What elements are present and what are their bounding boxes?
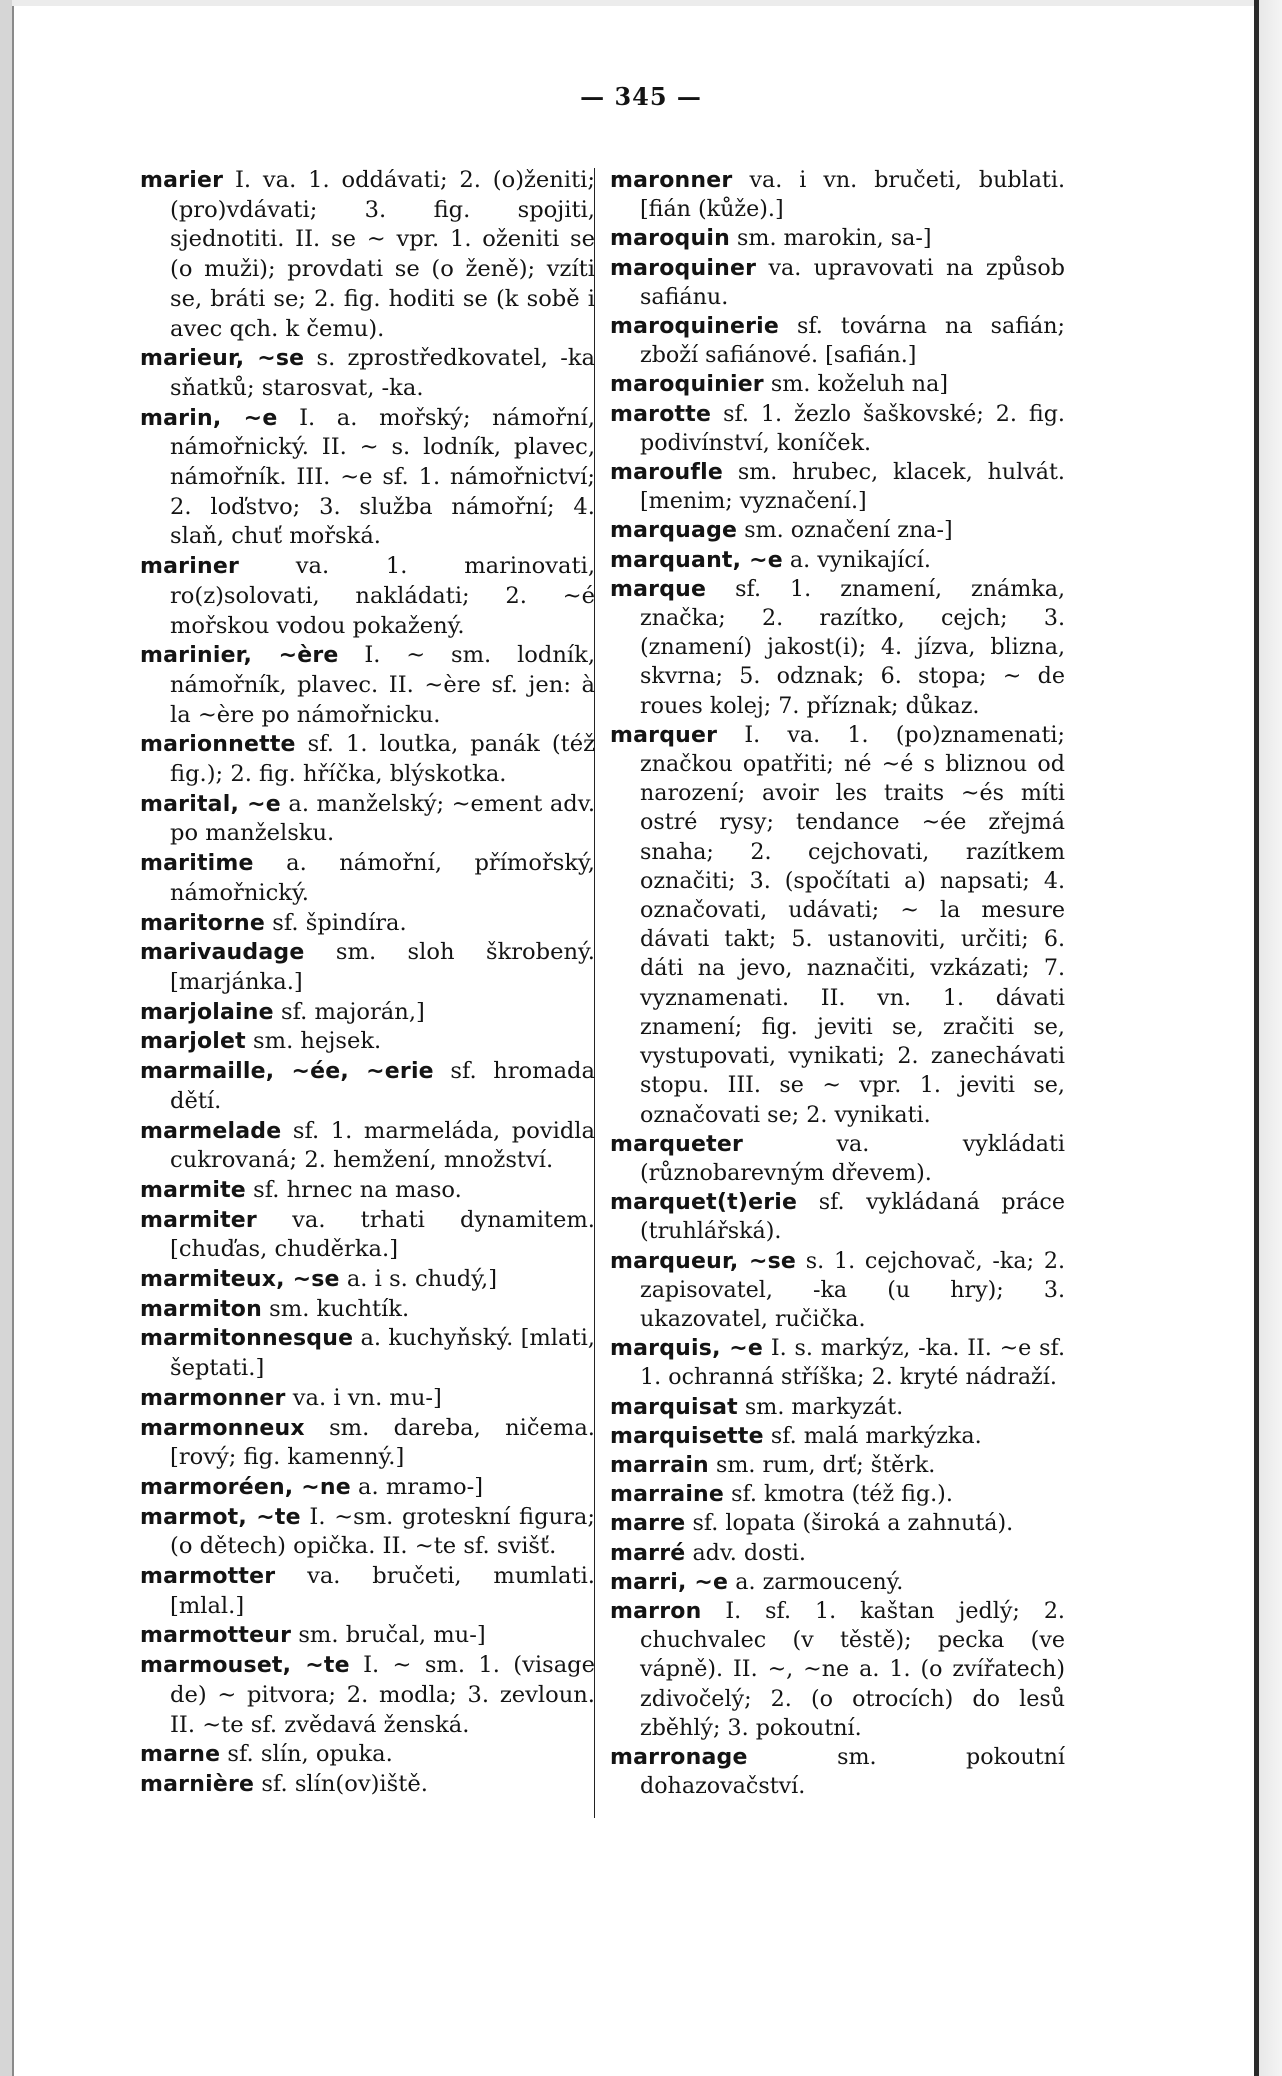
entry-definition: s. zprostředkovatel, -ka sňatků; starosvat, -ka. — [170, 345, 596, 401]
entry-definition: I. ~ sm. lodník, námořník, plavec. II. ~ère sf. jen: à la ~ère po námořnicku. — [170, 642, 596, 728]
entry-definition: I. s. markýz, -ka. II. ~e sf. 1. ochranná stříška; 2. kryté nádraží. — [640, 1335, 1065, 1391]
entry-definition: va. i vn. mu-] — [292, 1384, 442, 1411]
entry-headword: marri, ~e — [610, 1569, 729, 1595]
entry-definition: sm. dareba, ničema. [rový; fig. kamenný.] — [170, 1414, 595, 1471]
dictionary-entry — [140, 1117, 595, 1176]
entry-headword: maroquin — [610, 226, 730, 252]
dictionary-entry — [610, 166, 1065, 224]
entry-headword: marrain — [610, 1452, 709, 1478]
entry-headword: marinier, ~ère — [140, 643, 339, 669]
entry-headword: maroquiner — [610, 255, 757, 281]
entry-headword: marmotter — [140, 1564, 276, 1590]
dictionary-entry — [610, 224, 1065, 253]
entry-headword: marronage — [610, 1744, 748, 1770]
entry-headword: marivaudage — [140, 940, 305, 966]
entry-definition: adv. dosti. — [692, 1539, 806, 1566]
entry-definition: sf. majorán,] — [280, 998, 425, 1025]
entry-definition: sf. kmotra (též fig.). — [731, 1481, 953, 1508]
entry-headword: marmite — [140, 1177, 246, 1203]
dictionary-entry — [610, 1539, 1065, 1568]
entry-headword: marmonneux — [140, 1415, 305, 1441]
dictionary-entry — [610, 1130, 1065, 1188]
entry-headword: marne — [140, 1742, 221, 1768]
dictionary-entry — [140, 344, 595, 403]
dictionary-entry — [610, 312, 1065, 370]
entry-headword: marmelade — [140, 1118, 282, 1144]
entry-definition: sm. bručal, mu-] — [298, 1622, 486, 1649]
dictionary-entry — [610, 1188, 1065, 1246]
entry-headword: maroquinier — [610, 372, 764, 398]
dictionary-entry — [140, 404, 595, 553]
entry-definition: I. va. 1. oddávati; 2. (o)ženiti; (pro)vdávati; 3. fig. spojiti, sjednotiti. II. se ~ vpr. 1. oženiti se (o muži); provdati se (o ženě); vzíti se, bráti se; 2. fig. hoditi se (k sobě i avec qch. k čemu). — [170, 167, 595, 342]
entry-headword: maroufle — [610, 460, 724, 486]
dictionary-entry — [610, 516, 1065, 545]
entry-definition: sm. označení zna-] — [744, 517, 953, 544]
entry-headword: marquet(t)erie — [610, 1190, 798, 1216]
dictionary-entry — [610, 1480, 1065, 1509]
entry-definition: a. vynikající. — [789, 546, 931, 573]
entry-definition: sf. slín(ov)iště. — [261, 1770, 428, 1797]
entry-definition: sf. lopata (široká a zahnutá). — [692, 1510, 1014, 1537]
dictionary-entry — [610, 1393, 1065, 1422]
right-column — [610, 166, 1065, 1801]
dictionary-entry — [610, 1451, 1065, 1480]
entry-definition: sm. koželuh na] — [770, 371, 948, 398]
dictionary-entry — [140, 909, 595, 939]
entry-definition: sf. hrnec na maso. — [253, 1176, 462, 1203]
dictionary-entry — [610, 458, 1065, 516]
dictionary-entry — [140, 1206, 595, 1265]
entry-headword: marotte — [610, 401, 712, 427]
dictionary-entry — [140, 1473, 595, 1503]
entry-headword: marre — [610, 1511, 686, 1537]
entry-definition: sm. pokoutní dohazovačství. — [640, 1743, 1065, 1800]
left-column — [140, 166, 595, 1800]
dictionary-entry — [140, 552, 595, 641]
entry-definition: a. manželský; ~ement adv. po manželsku. — [170, 790, 596, 847]
entry-headword: marraine — [610, 1482, 725, 1508]
entry-definition: I. ~sm. groteskní figura; (o dětech) opička. II. ~te sf. svišť. — [170, 1503, 595, 1560]
entry-definition: va. trhati dynamitem. [chuďas, chuděrka.] — [170, 1206, 595, 1263]
dictionary-entry — [140, 790, 595, 849]
dictionary-entry — [610, 1509, 1065, 1538]
entry-definition: sf. továrna na safián; zboží safiánové. [safián.] — [640, 313, 1065, 369]
entry-headword: marionnette — [140, 732, 296, 758]
dictionary-entry — [610, 1597, 1065, 1743]
entry-definition: sf. 1. loutka, panák (též fig.); 2. fig. hříčka, blýskotka. — [170, 731, 596, 788]
dictionary-entry — [140, 641, 595, 730]
entry-headword: marmiter — [140, 1207, 257, 1233]
entry-headword: marjolaine — [140, 999, 274, 1025]
entry-headword: marmouset, ~te — [140, 1653, 350, 1679]
entry-definition: va. upravovati na způsob safiánu. — [640, 254, 1065, 310]
entry-headword: marqueter — [610, 1131, 744, 1157]
dictionary-entry — [610, 254, 1065, 312]
entry-headword: marquisat — [610, 1394, 738, 1420]
entry-headword: marquage — [610, 518, 738, 544]
dictionary-entry — [140, 1176, 595, 1206]
entry-headword: marmot, ~te — [140, 1504, 301, 1530]
entry-headword: marmaille, ~ée, ~erie — [140, 1059, 434, 1085]
page-top-edge — [12, 0, 1254, 6]
dictionary-entry — [140, 730, 595, 789]
dictionary-entry — [140, 1651, 595, 1740]
entry-definition: sf. špindíra. — [272, 909, 407, 936]
dictionary-entry — [140, 1414, 595, 1473]
entry-definition: a. zarmoucený. — [735, 1568, 904, 1595]
dictionary-entry — [610, 546, 1065, 575]
entry-definition: va. vykládati (různobarevným dřevem). — [640, 1130, 1065, 1186]
entry-headword: maroquinerie — [610, 314, 779, 340]
entry-headword: marmoréen, ~ne — [140, 1474, 351, 1500]
dictionary-entry — [610, 400, 1065, 458]
entry-headword: marquant, ~e — [610, 547, 783, 573]
entry-definition: sm. hejsek. — [253, 1028, 382, 1055]
entry-headword: marjolet — [140, 1029, 246, 1055]
entry-headword: marin, ~e — [140, 405, 278, 431]
entry-headword: marque — [610, 576, 707, 602]
entry-headword: marmitonnesque — [140, 1326, 354, 1352]
dictionary-entry — [610, 721, 1065, 1130]
entry-headword: marmiton — [140, 1296, 262, 1322]
entry-definition: sf. slín, opuka. — [227, 1741, 393, 1768]
entry-definition: sf. hromada dětí. — [170, 1058, 595, 1114]
entry-definition: va. i vn. bručeti, bublati. [fián (kůže).] — [640, 167, 1065, 223]
entry-definition: I. ~ sm. 1. (visage de) ~ pitvora; 2. modla; 3. zevloun. II. ~te sf. zvědavá ženská. — [170, 1652, 595, 1738]
dictionary-entry — [140, 1295, 595, 1325]
dictionary-entry — [140, 1770, 595, 1800]
entry-definition: sm. rum, drť; štěrk. — [715, 1451, 936, 1478]
dictionary-entry — [610, 1743, 1065, 1801]
entry-definition: sm. hrubec, klacek, hulvát. [menim; vyznačení.] — [640, 459, 1065, 515]
entry-definition: sm. kuchtík. — [269, 1295, 410, 1322]
entry-headword: marnière — [140, 1771, 255, 1797]
entry-definition: va. 1. marinovati, ro(z)solovati, nakládati; 2. ~é mořskou vodou pokažený. — [170, 553, 595, 639]
dictionary-entry — [610, 1568, 1065, 1597]
dictionary-entry — [610, 1422, 1065, 1451]
entry-definition: va. bručeti, mumlati. [mlal.] — [170, 1563, 595, 1619]
entry-definition: sm. sloh škrobený. [marjánka.] — [170, 939, 595, 995]
entry-definition: a. námořní, přímořský, námořnický. — [170, 850, 595, 906]
entry-headword: maritorne — [140, 910, 266, 936]
entry-definition: sm. marokin, sa-] — [737, 225, 932, 252]
dictionary-entry — [140, 1265, 595, 1295]
dictionary-entry — [140, 166, 595, 344]
entry-headword: marqueur, ~se — [610, 1248, 797, 1274]
dictionary-entry — [140, 938, 595, 997]
entry-headword: marquer — [610, 722, 718, 748]
entry-definition: a. kuchyňský. [mlati, šeptati.] — [170, 1325, 595, 1382]
entry-headword: marital, ~e — [140, 791, 281, 817]
page-number: — 345 — — [580, 82, 702, 111]
entry-headword: marquisette — [610, 1423, 764, 1449]
entry-definition: sf. vykládaná práce (truhlářská). — [640, 1189, 1065, 1245]
entry-headword: marron — [610, 1598, 702, 1624]
entry-headword: marré — [610, 1540, 686, 1566]
dictionary-entry — [140, 849, 595, 908]
dictionary-entry — [140, 1621, 595, 1651]
entry-definition: sf. 1. žezlo šaškovské; 2. fig. podivínství, koníček. — [640, 400, 1065, 456]
dictionary-entry — [140, 1057, 595, 1116]
column-divider — [594, 168, 595, 1818]
dictionary-entry — [140, 998, 595, 1028]
entry-headword: maritime — [140, 851, 254, 877]
dictionary-entry — [610, 1247, 1065, 1335]
entry-definition: a. i s. chudý,] — [346, 1266, 498, 1293]
dictionary-entry — [140, 1740, 595, 1770]
entry-definition: I. a. mořský; námořní, námořnický. II. ~ s. lodník, plavec, námořník. III. ~e sf. 1. námořnictví; 2. loďstvo; 3. služba námořní; 4. slaň, chuť mořská. — [170, 404, 595, 550]
dictionary-entry — [140, 1562, 595, 1621]
dictionary-entry — [610, 1334, 1065, 1392]
page-right-edge — [1254, 0, 1282, 2076]
entry-definition: I. sf. 1. kaštan jedlý; 2. chuchvalec (v těstě); pecka (ve vápně). II. ~, ~ne a. 1. (o zvířatech) zdivočelý; 2. (o otrocích) do lesů zběhlý; 3. pokoutní. — [640, 1597, 1065, 1741]
entry-definition: I. va. 1. (po)znamenati; značkou opatřiti; né ~é s bliznou od narození; avoir les traits ~és míti ostré rysy; tendance ~ée zřejmá snaha; 2. cejchovati, razítkem označiti; 3. (spočítati a) napsati; 4. označovati, udávati; ~ la mesure dávati takt; 5. ustanoviti, určiti; 6. dáti na jevo, naznačiti, vzkázati; 7. vyznamenati. II. vn. 1. dávati znamení; fig. jeviti se, zračiti se, vystupovati, vynikati; 2. zanechávati stopu. III. se ~ vpr. 1. jeviti se, označovati se; 2. vynikati. — [640, 721, 1065, 1128]
entry-definition: sm. markyzát. — [744, 1393, 904, 1420]
dictionary-entry — [610, 370, 1065, 399]
entry-headword: mariner — [140, 554, 239, 580]
entry-definition: a. mramo-] — [358, 1473, 484, 1500]
entry-definition: sf. malá markýzka. — [770, 1422, 982, 1449]
entry-headword: marmotteur — [140, 1623, 292, 1649]
entry-headword: marquis, ~e — [610, 1336, 764, 1362]
entry-headword: marieur, ~se — [140, 346, 305, 372]
entry-headword: marmonner — [140, 1385, 286, 1411]
dictionary-entry — [140, 1384, 595, 1414]
entry-definition: sf. 1. znamení, známka, značka; 2. razítko, cejch; 3. (znamení) jakost(i); 4. jízva, blizna, skvrna; 5. odznak; 6. stopa; ~ de roues kolej; 7. příznak; důkaz. — [640, 575, 1065, 719]
dictionary-entry — [140, 1027, 595, 1057]
entry-definition: s. 1. cejchovač, -ka; 2. zapisovatel, -ka (u hry); 3. ukazovatel, ručička. — [640, 1247, 1065, 1332]
book-binding-edge — [0, 0, 14, 2076]
dictionary-entry — [140, 1324, 595, 1383]
entry-headword: marier — [140, 168, 224, 193]
dictionary-entry — [140, 1503, 595, 1562]
dictionary-entry — [610, 575, 1065, 721]
entry-headword: marmiteux, ~se — [140, 1267, 340, 1293]
entry-headword: maronner — [610, 168, 733, 193]
entry-definition: sf. 1. marmeláda, povidla cukrovaná; 2. hemžení, množství. — [170, 1117, 596, 1174]
